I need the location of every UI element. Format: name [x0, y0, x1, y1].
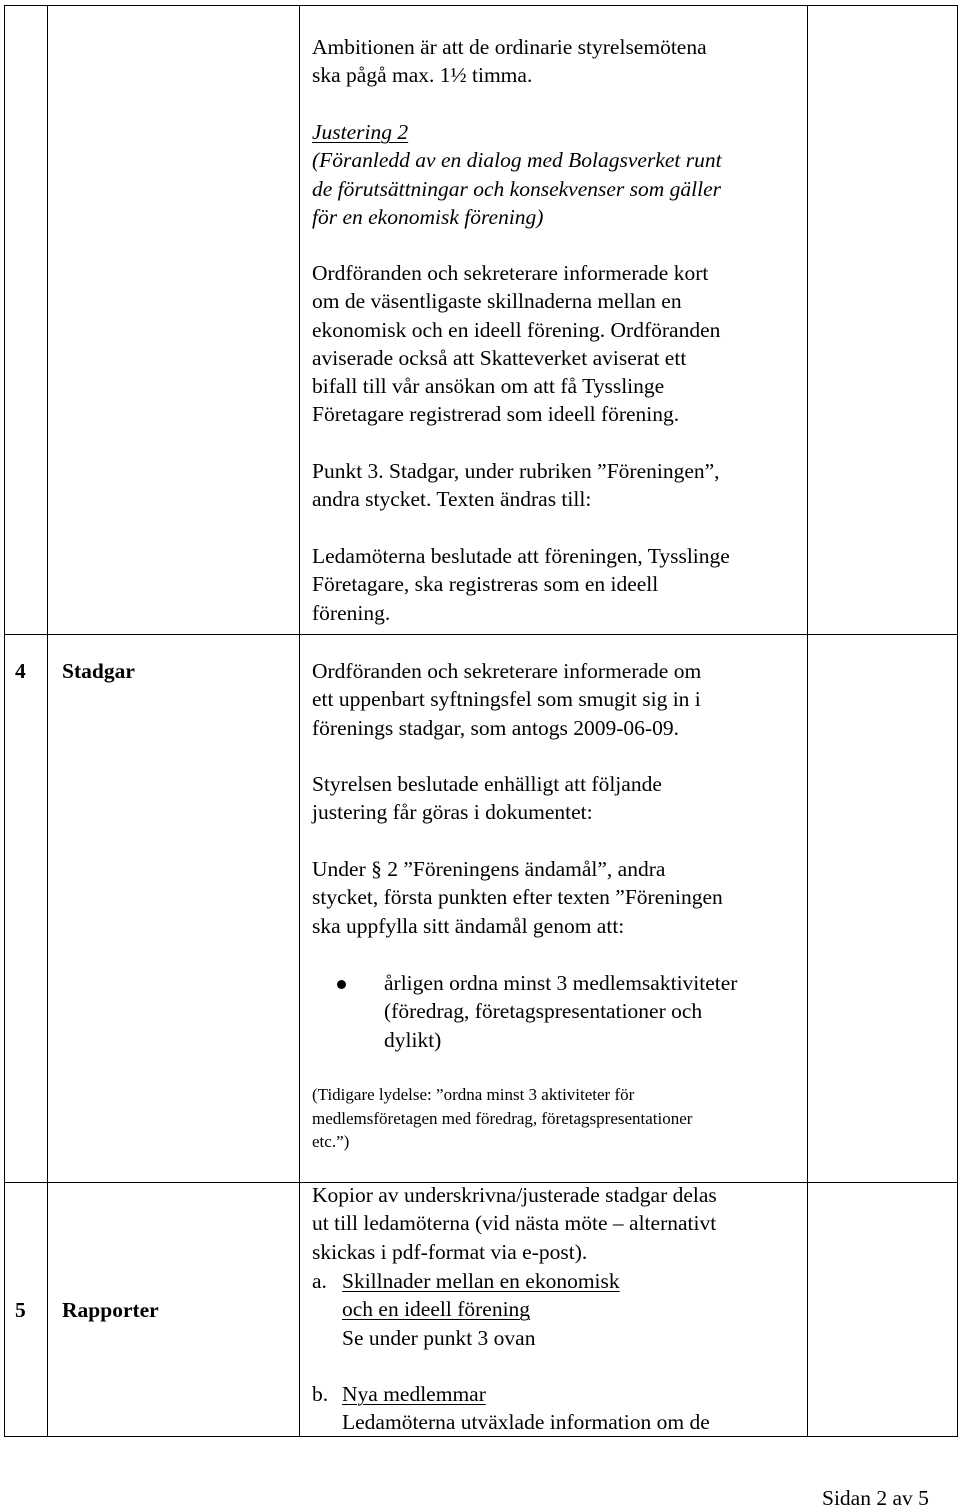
row-number: 5 [15, 1298, 26, 1322]
paragraph-kopior: Kopior av underskrivna/justerade stadgar delas ut till ledamöterna (vid nästa möte – alternativt skickas i pdf-format via e-post). [312, 1183, 717, 1264]
table-border-label [299, 5, 300, 1437]
item-b-marker: b. [312, 1382, 329, 1406]
item-a-title: och en ideell förening [342, 1297, 531, 1322]
item-a-marker: a. [312, 1269, 327, 1293]
table-border-number [47, 5, 48, 1437]
table-border-content [807, 5, 808, 1437]
paragraph-tidigare: (Tidigare lydelse: ”ordna minst 3 aktiviteter för medlemsföretagen med föredrag, företagspresentationer etc.”) [312, 1085, 693, 1151]
row-number: 4 [15, 659, 26, 683]
table-border-top [4, 5, 958, 6]
paragraph-ledamoterna: Ledamöterna beslutade att föreningen, Tysslinge Företagare, ska registreras som en ideell förening. [312, 544, 730, 625]
item-b [342, 1380, 710, 1437]
item-b-text: Ledamöterna utväxlade information om de [342, 1410, 710, 1435]
row-label-stadgar: Stadgar [62, 659, 135, 683]
table-border-right [957, 5, 958, 1437]
item-a-title: Skillnader mellan en ekonomisk [342, 1269, 620, 1293]
paragraph-justering: Justering 2 (Föranledd av en dialog med Bolagsverket runt de förutsättningar och konsekvenser som gäller för en ekonomisk förening) [312, 120, 722, 229]
justering-title: Justering 2 [312, 120, 409, 144]
item-a [342, 1267, 620, 1352]
bullet-item: årligen ordna minst 3 medlemsaktiviteter (föredrag, företagspresentationer och dylikt) [384, 971, 738, 1052]
paragraph-ordforanden: Ordföranden och sekreterare informerade kort om de väsentligaste skillnaderna mellan en ekonomisk och en ideell förening. Ordföranden aviserade också att Skatteverket aviserat ett bifall till vår ansökan om att få Tysslinge Företagare registrerad som ideell förening. [312, 261, 721, 427]
table-row-divider [4, 634, 958, 635]
paragraph-styrelsen: Styrelsen beslutade enhälligt att följande justering får göras i dokumentet: [312, 772, 662, 825]
page-number: Sidan 2 av 5 [822, 1486, 929, 1510]
paragraph-stadgar: Ordföranden och sekreterare informerade om ett uppenbart syftningsfel som smugit sig in i förenings stadgar, som antogs 2009-06-09. [312, 659, 702, 740]
bullet-icon [337, 980, 346, 989]
paragraph-ambition: Ambitionen är att de ordinarie styrelsemötena ska pågå max. 1½ timma. [312, 35, 707, 88]
item-a-text: Se under punkt 3 ovan [342, 1325, 536, 1350]
table-border-left [4, 5, 5, 1437]
paragraph-punkt3: Punkt 3. Stadgar, under rubriken ”Föreningen”, andra stycket. Texten ändras till: [312, 459, 720, 512]
item-b-title: Nya medlemmar [342, 1382, 486, 1406]
row-label-rapporter: Rapporter [62, 1298, 159, 1322]
paragraph-under: Under § 2 ”Föreningens ändamål”, andra stycket, första punkten efter texten ”Föreningen ska uppfylla sitt ändamål genom att: [312, 857, 723, 938]
